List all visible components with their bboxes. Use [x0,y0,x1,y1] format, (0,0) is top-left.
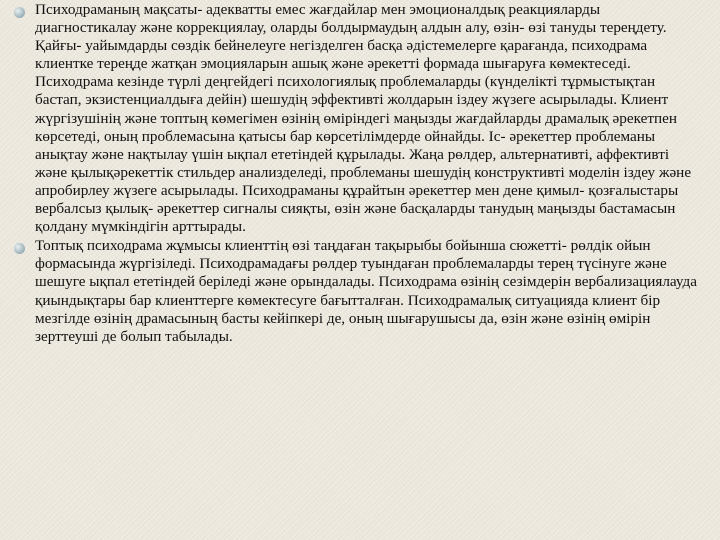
bullet-text: Топтық психодрама жұмысы клиенттің өзі таңдаған тақырыбы бойынша сюжетті- рөлдік ойын формасында жүргізіледі. Психодрамадағы рөлдер туындаған проблемаларды терең түсінуге және шешуге ықпал ететіндей беріледі және орындалады. Психодрама өзінің сезімдерін вербализациялауда қиындықтары бар клиенттерге көмектесуге бағытталған. Психодрамалық ситуацияда клиент бір мезгілде өзінің драмасының басты кейіпкері де, оның шығарушысы да, өзін және өзінің өмірін зерттеуші де болып табылады. [35,237,698,345]
bullet-text: Психодраманың мақсаты- адекватты емес жағдайлар мен эмоционалдық реакцияларды диагностикалау және коррекциялау, оларды болдырмаудың алдын алу, өзін- өзі тануды тереңдету. Қайғы- уайымдарды сөздік бейнелеуге негізделген басқа әдістемелерге қарағанда, психодрама клиентке тереңде жатқан эмоцияларын ашық және әрекетті формада шығаруға көмектеседі. Психодрама кезінде түрлі деңгейдегі психологиялық проблемаларды (күнделікті тұрмыстықтан бастап, экзистенциалдыға дейін) шешудің эффективті жолдарын іздеу жүзеге асырылады. Клиент жүргізушінің және топтың көмегімен өзінің өміріндегі маңызды жағдайларды драмалық әрекетпен көрсетеді, оның проблемасына қатысы бар көрсетілімдерде ойнайды. Іс- әрекеттер проблеманы анықтау және нақтылау үшін ықпал ететіндей құрылады. Жаңа рөлдер, альтернативті, аффективті және қылықәрекеттік стильдер анализделеді, проблеманы шешудің конструктивті моделін іздеу және апробирлеу жүзеге асырылады. Психодраманы құрайтын әрекеттер мен дене қимыл- қозғалыстары вербалсыз қылық- әрекеттер сигналы сияқты, өзін және басқаларды танудың маңызды бастамасын қолдану мүмкіндігін арттырады. [35,1,692,236]
bullet-dot-icon [14,7,25,18]
bullet-item-group-psychodrama [0,237,720,346]
bullet-dot-icon [14,243,25,254]
bullet-item-psychodrama-goal [0,1,720,236]
